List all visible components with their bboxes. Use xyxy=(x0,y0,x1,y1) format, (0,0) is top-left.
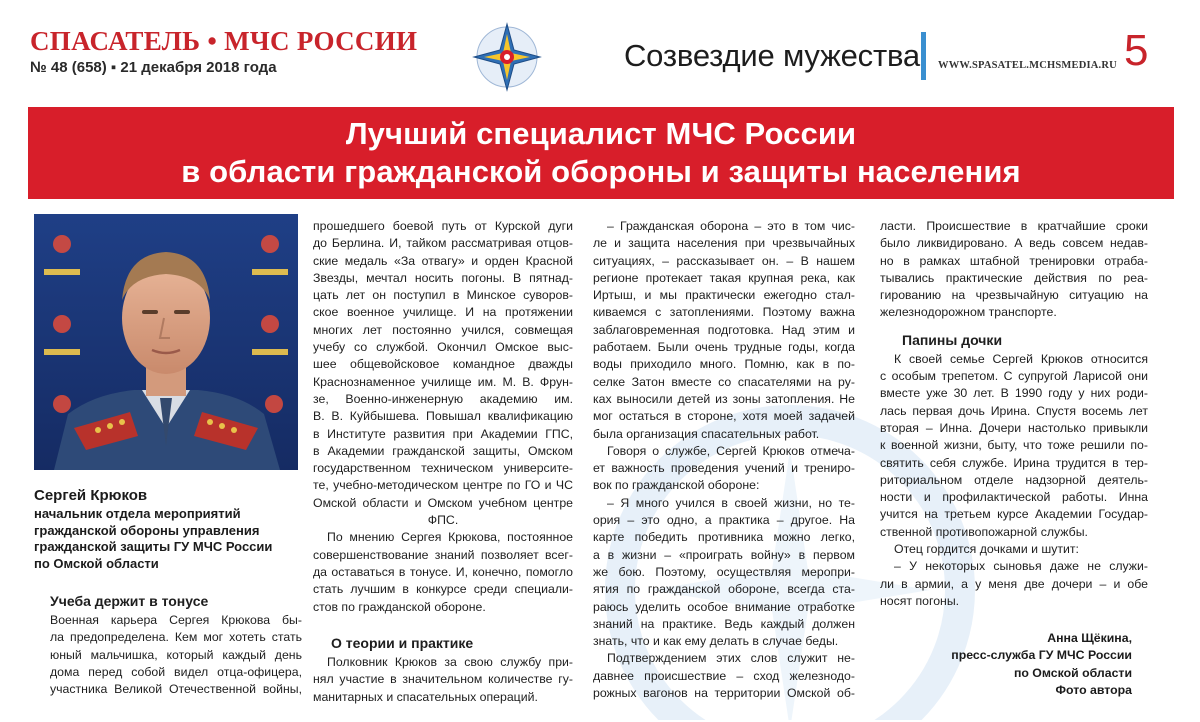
caption-name: Сергей Крюков xyxy=(34,487,148,504)
article-signature xyxy=(900,630,1132,699)
text-line: государственном техническом университе- xyxy=(313,461,573,476)
text-line: знать, что и как ему делать в случае беды. xyxy=(593,634,839,649)
text-line: гированию на чрезвычайную ситуацию на xyxy=(880,288,1148,303)
text-line: знаний на практике. Ведь каждый должен xyxy=(593,616,855,631)
text-line: до Берлина. И, тайком рассматривая отцов- xyxy=(313,236,573,251)
text-line: Омской области и Омском учебном центре xyxy=(313,495,573,510)
caption-role-line: начальник отдела мероприятий xyxy=(34,506,241,521)
text-line: в Институте развития при Академии ГПС, xyxy=(313,426,573,441)
text-line: По мнению Сергея Крюкова, постоянное xyxy=(327,530,573,545)
text-line: воды приходило много. Помню, как в по- xyxy=(593,357,855,372)
photo-credit: Фото автора xyxy=(1055,682,1132,697)
text-line: шее общевойсковое командное дважды xyxy=(313,357,573,372)
text-line: прошедшего боевой путь от Курской дуги xyxy=(313,219,573,233)
text-line: но в рамках штабной тренировки отраба- xyxy=(880,253,1148,268)
site-url[interactable]: WWW.SPASATEL.MCHSMEDIA.RU xyxy=(938,60,1117,71)
author-name: Анна Щёкина, xyxy=(1047,631,1132,645)
text-line: стов по гражданской обороне. xyxy=(313,599,486,614)
text-line: лась первая дочь Ирина. Спустя восемь лет xyxy=(880,403,1148,418)
issue-line: № 48 (658) ▪ 21 декабря 2018 года xyxy=(30,59,277,76)
text-line: – У некоторых сыновья даже не служи- xyxy=(894,559,1148,574)
text-line: с особым трепетом. С супругой Ларисой они xyxy=(880,369,1148,384)
author-org-region: по Омской области xyxy=(1013,665,1132,680)
text-line: Подтверждением этих слов служит не- xyxy=(607,651,855,666)
text-line: ласти. Происшествие в кратчайшие сроки xyxy=(880,219,1148,233)
subheading-daughters: Папины дочки xyxy=(902,331,1003,348)
caption-role xyxy=(34,506,304,572)
publication-name: СПАСАТЕЛЬ • МЧС РОССИИ xyxy=(30,26,418,56)
text-line: Военная карьера Сергея Крюкова бы- xyxy=(50,613,302,627)
text-line: цать лет он поступил в Минское суворов- xyxy=(313,288,573,303)
caption-role-line: гражданской обороны управления xyxy=(34,522,260,538)
author-org: пресс-служба ГУ МЧС России xyxy=(951,648,1132,663)
text-line: ле и защита населения при чрезвычайных xyxy=(593,236,855,251)
text-line: Краснознаменное училище им. М. В. Фрун- xyxy=(313,374,573,389)
text-line: риториальном отделе надзорной деятель- xyxy=(880,472,1148,487)
text-line: многих лет постоянно учился, совмещая xyxy=(313,322,573,337)
text-line: железнодорожном транспорте. xyxy=(880,305,1057,320)
text-line: к военной жизни, быту, что тоже решили по- xyxy=(880,438,1148,453)
caption-role-line: по Омской области xyxy=(34,555,159,571)
text-line: юный мальчишка, который каждый день xyxy=(50,647,302,662)
text-line: ности и профилактической работы. Инна xyxy=(880,490,1148,505)
text-line: ятия по гражданской обороне, всегда ста- xyxy=(593,582,855,597)
headline-line-1: Лучший специалист МЧС России xyxy=(345,116,857,151)
text-line: Звезды, мечтал носить погоны. В пятнад- xyxy=(313,270,573,285)
text-line: да оставаться в тонусе. И, конечно, помогло xyxy=(313,564,573,579)
headline-banner xyxy=(28,107,1174,199)
text-line: ках выносили детей из зоны затопления. Не xyxy=(593,391,855,406)
text-line: те, учебно-методическом центре по ГО и ЧС xyxy=(313,478,573,493)
section-title: Созвездие мужества xyxy=(624,38,920,73)
text-line: работаем. Были очень трудные годы, когда xyxy=(593,340,855,355)
text-line: зе, Военно-инженерную академию им. xyxy=(313,391,573,406)
text-line: же бою. Поэтому, осуществляя меропри- xyxy=(593,564,855,579)
text-line: было ликвидировано. А ведь совсем недав- xyxy=(880,236,1148,251)
text-line: карте победить противника можно легко, xyxy=(593,530,855,545)
text-line: ет важность проведения учений и трениро- xyxy=(593,461,855,476)
text-line: была организация спасательных работ. xyxy=(593,426,820,441)
article-column-4 xyxy=(880,218,1148,610)
text-line: Говоря о службе, Сергей Крюков отмеча- xyxy=(607,443,855,458)
text-line: раюсь уделить особое внимание отработке xyxy=(593,599,855,614)
article-column-3 xyxy=(593,218,855,702)
portrait-photo xyxy=(34,214,298,470)
article-column-1 xyxy=(50,591,302,698)
page-number: 5 xyxy=(1124,26,1149,75)
text-line: ФПС. xyxy=(427,513,459,528)
text-line: ли в армии, а у меня две дочери – и обе xyxy=(880,576,1148,591)
text-line: стать лучшим в конкурсе среди специали- xyxy=(313,582,573,597)
text-line: ла предопределена. Кем мог хотеть стать xyxy=(50,630,302,645)
text-line: ситуациях, – рассказывает он. – В нашем xyxy=(593,253,855,268)
text-line: носят погоны. xyxy=(880,593,960,608)
text-line: учится на третьем курсе Академии Государ- xyxy=(880,507,1148,522)
text-line: ория – это одно, а практика – другое. На xyxy=(593,513,855,528)
text-line: нял участие в значительном количестве гу- xyxy=(313,672,573,687)
text-line: ственной противопожарной службы. xyxy=(880,524,1088,539)
text-line: В. В. Куйбышева. Повышал квалификацию xyxy=(313,409,573,424)
text-line: давнее происшествие – сход железнодо- xyxy=(593,668,855,683)
text-line: Иртыш, и мы практически ежегодно стал- xyxy=(593,288,855,303)
text-line: регионе протекает такая крупная река, как xyxy=(593,270,855,285)
article-column-2 xyxy=(313,218,573,706)
text-line: вок по гражданской обороне: xyxy=(593,478,760,493)
text-line: мог остаться в стороне, хотя моей задачей xyxy=(593,409,855,424)
mchs-emblem-icon xyxy=(470,20,544,94)
text-line: участника Великой Отечественной войны, xyxy=(50,682,302,697)
text-line: заблаговременная подготовка. Над этим и xyxy=(593,322,855,337)
text-line: тывались практические действия по реа- xyxy=(880,270,1148,285)
text-line: ское военное училище. И на протяжении xyxy=(313,305,573,320)
text-line: ские медаль «За отвагу» и орден Красной xyxy=(313,253,573,268)
caption-role-line: гражданской защиты ГУ МЧС России xyxy=(34,539,273,554)
subheading-study: Учеба держит в тонусе xyxy=(50,593,209,609)
section-divider xyxy=(921,32,926,80)
text-line: – Гражданская оборона – это в том чис- xyxy=(607,219,855,233)
text-line: манитарных и спасательных операций. xyxy=(313,689,538,704)
text-line: Отец гордится дочками и шутит: xyxy=(894,542,1079,557)
text-line: – Я много учился в своей жизни, но те- xyxy=(607,495,855,510)
text-line: киваемся с затоплениями. Поэтому важна xyxy=(593,305,855,320)
headline-line-2: в области гражданской обороны и защиты населения xyxy=(181,154,1021,189)
text-line: вместе уже 30 лет. В 1990 году у них роди- xyxy=(880,386,1148,401)
text-line: К своей семье Сергей Крюков относится xyxy=(894,351,1148,366)
text-line: вторая – Инна. Дочери настолько привыкли xyxy=(880,420,1148,435)
text-line: Полковник Крюков за свою службу при- xyxy=(327,655,573,670)
text-line: в Академии гражданской защиты, Омском xyxy=(313,443,573,458)
text-line: дома перед собой видел отца-офицера, xyxy=(50,664,302,679)
text-line: совершенствование знаний позволяет всег- xyxy=(313,547,573,562)
text-line: рожных вагонов на территории Омской об- xyxy=(593,686,855,701)
text-line: селке Затон вместе со спасателями на ру- xyxy=(593,374,855,389)
masthead xyxy=(30,26,417,76)
text-line: учебу со службой. Окончил Омское выс- xyxy=(313,340,573,355)
text-line: святить себя службе. Ирина трудится в тер- xyxy=(880,455,1148,470)
subheading-theory: О теории и практике xyxy=(331,635,474,652)
text-line: а в жизни – «проиграть войну» в первом xyxy=(593,547,855,562)
